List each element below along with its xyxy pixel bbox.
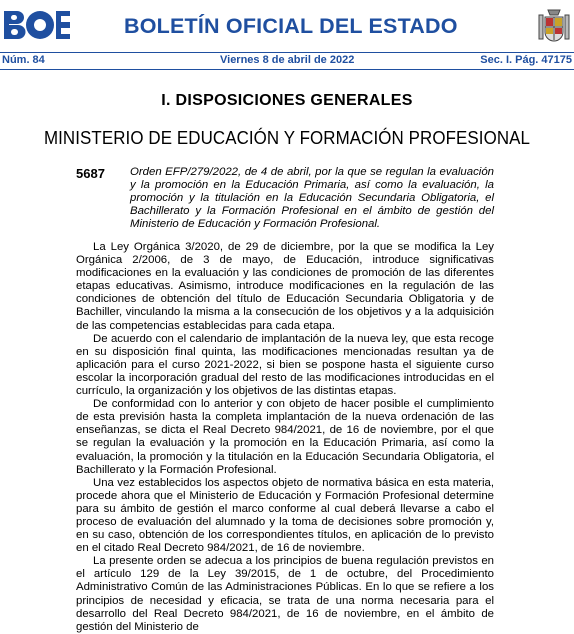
- paragraph: La Ley Orgánica 3/2020, de 29 de diciembre, por la que se modifica la Ley Orgánica 2/2006, de 3 de mayo, de Educación, introduce significativas modificaciones en la evaluación y las condiciones de promoción de las diferentes etapas educativas. Asimismo, introduce modificaciones en la regulación de las condiciones de obtención del título de Educación Secundaria Obligatoria y de Bachiller, vinculando la misma a la consecución de los objetivos y a la adquisición de las competencias establecidas para cada etapa.: [76, 241, 494, 332]
- issue-info-bar: [0, 52, 574, 70]
- paragraph: La presente orden se adecua a los principios de buena regulación previstos en el artículo 129 de la Ley 39/2015, de 1 de octubre, del Procedimiento Administrativo Común de las Administraciones Públicas. En lo que se refiere a los principios de necesidad y eficacia, se trata de una norma necesaria para el desarrollo del Real Decreto 984/2021, de 16 de noviembre, en el ámbito de gestión del Ministerio de: [76, 555, 494, 633]
- boe-logo: [4, 10, 70, 40]
- coat-of-arms-icon: [536, 6, 572, 46]
- document-body: [76, 241, 494, 634]
- paragraph: Una vez establecidos los aspectos objeto de normativa básica en esta materia, procede ahora que el Ministerio de Educación y Formación Profesional determine para su ámbito de gestión el marco conforme al cual deberá llevarse a cabo el proceso de evaluación del alumnado y la toma de decisiones sobre promoción y, en su caso, obtención de los correspondientes títulos, en aplicación de lo previsto en el citado Real Decreto 984/2021, de 16 de noviembre.: [76, 476, 494, 555]
- entry-number: 5687: [76, 166, 105, 181]
- section-heading: I. DISPOSICIONES GENERALES: [161, 92, 413, 109]
- paragraph: De acuerdo con el calendario de implantación de la nueva ley, que esta recoge en su disposición final quinta, las modificaciones mencionadas resultan ya de aplicación para el curso 2021-2022, si bien se pospone hasta el siguiente curso escolar la incorporación gradual del resto de las modificaciones introducidas en el currículo, la organización y los objetivos de las distintas etapas.: [76, 332, 494, 398]
- paragraph: De conformidad con lo anterior y con objeto de hacer posible el cumplimiento de esta previsión hasta la completa implantación de la nueva ordenación de las enseñanzas, se dicta el Real Decreto 984/2021, de 16 de noviembre, por el que se regulan la evaluación y la promoción en la Educación Primaria, así como la evaluación, la promoción y la titulación en la Educación Secundaria Obligatoria, el Bachillerato y la Formación Profesional.: [76, 398, 494, 476]
- issue-date: Viernes 8 de abril de 2022: [220, 54, 355, 66]
- issue-number: Núm. 84: [2, 54, 45, 66]
- ministry-heading: MINISTERIO DE EDUCACIÓN Y FORMACIÓN PROFESIONAL: [43, 128, 531, 148]
- page-header: [0, 0, 574, 52]
- gazette-title: BOLETÍN OFICIAL DEL ESTADO: [124, 14, 458, 38]
- entry-summary: Orden EFP/279/2022, de 4 de abril, por la que se regulan la evaluación y la promoción en la Educación Primaria, así como la evaluación, la promoción y la titulación en la Educación Secundaria Obligatoria, el Bachillerato y la Formación Profesional en el ámbito de gestión del Ministerio de Educación y Formación Profesional.: [130, 166, 494, 230]
- section-page: Sec. I. Pág. 47175: [480, 54, 572, 66]
